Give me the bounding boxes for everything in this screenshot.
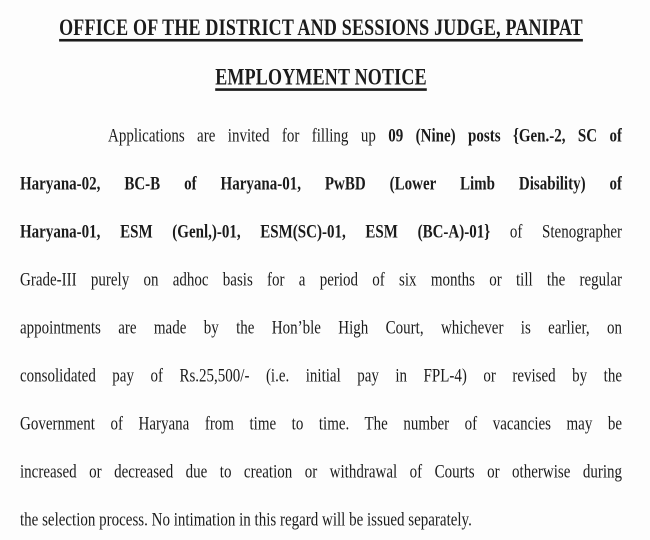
- notice-text: consolidated pay of Rs.25,500/- (i.e. initial pay in FPL-4) or revised by the: [20, 366, 622, 387]
- notice-line: [20, 353, 622, 401]
- notice-line: [20, 305, 622, 353]
- notice-subtitle: EMPLOYMENT NOTICE: [215, 63, 427, 90]
- notice-line: [20, 449, 622, 497]
- notice-line: [20, 497, 622, 540]
- notice-text: Grade-III purely on adhoc basis for a period of six months or till the regular: [20, 269, 622, 291]
- notice-text: Government of Haryana from time to time. The number of vacancies may be: [20, 414, 622, 435]
- notice-line: [20, 113, 622, 161]
- notice-line: [20, 401, 622, 449]
- notice-line: [20, 161, 622, 209]
- notice-bold-text: Haryana-01, ESM (Genl,)-01, ESM(SC)-01, ESM (BC-A)-01}: [20, 221, 491, 243]
- notice-bold-text: Haryana-02, BC-B of Haryana-01, PwBD (Lower Limb Disability) of: [20, 173, 622, 195]
- notice-line: [20, 257, 622, 305]
- notice-body: [20, 113, 622, 540]
- notice-text: increased or decreased due to creation or withdrawal of Courts or otherwise during: [20, 462, 622, 483]
- notice-text: appointments are made by the Hon’ble High Court, whichever is earlier, on: [20, 318, 622, 339]
- notice-text: the selection process. No intimation in this regard will be issued separately.: [20, 510, 472, 531]
- notice-line: [20, 209, 622, 257]
- notice-text: Applications are invited for filling up: [108, 125, 389, 147]
- notice-text: of Stenographer: [490, 221, 622, 243]
- notice-title: OFFICE OF THE DISTRICT AND SESSIONS JUDGE, PANIPAT: [59, 14, 583, 41]
- notice-bold-text: 09 (Nine) posts {Gen.-2, SC of: [388, 125, 622, 147]
